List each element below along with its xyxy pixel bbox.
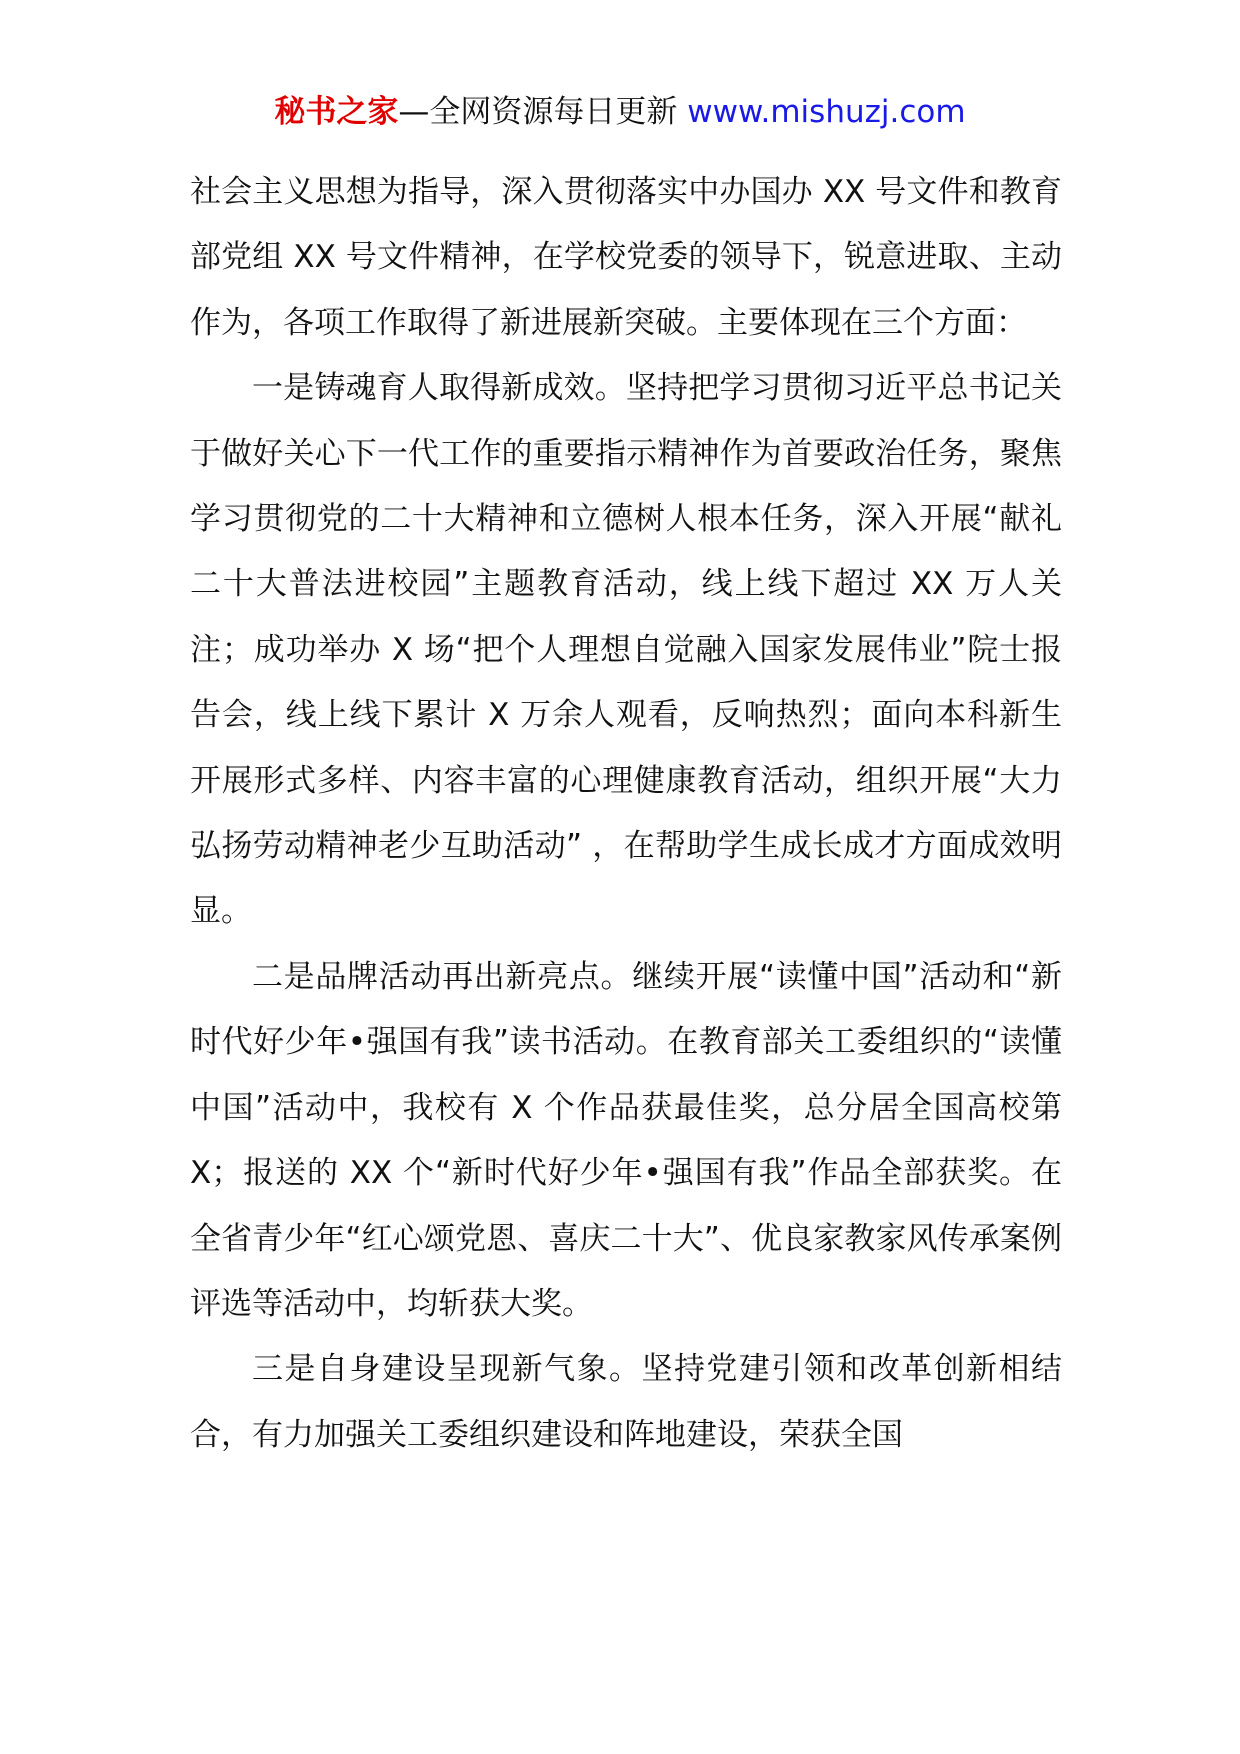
paragraph-point-three: 三是自身建设呈现新气象。坚持党建引领和改革创新相结合，有力加强关工委组织建设和阵地建设，荣获全国	[190, 1351, 1062, 1453]
site-brand: 秘书之家	[274, 94, 399, 130]
paragraph-continuation: 社会主义思想为指导，深入贯彻落实中办国办 XX 号文件和教育部党组 XX 号文件精神，在学校党委的领导下，锐意进取、主动作为，各项工作取得了新进展新突破。主要体现在三个方面：	[190, 174, 1062, 341]
paragraph-point-one: 一是铸魂育人取得新成效。坚持把学习贯彻习近平总书记关于做好关心下一代工作的重要指示精神作为首要政治任务，聚焦学习贯彻党的二十大精神和立德树人根本任务，深入开展“献礼二十大普法进校园”主题教育活动，线上线下超过 XX 万人关注；成功举办 X 场“把个人理想自觉融入国家发展伟业”院士报告会，线上线下累计 X 万余人观看，反响热烈；面向本科新生开展形式多样、内容丰富的心理健康教育活动，组织开展“大力弘扬劳动精神老少互助活动” ，在帮助学生成长成才方面成效明显。	[190, 370, 1062, 930]
paragraph-point-two: 二是品牌活动再出新亮点。继续开展“读懂中国”活动和“新时代好少年•强国有我”读书活动。在教育部关工委组织的“读懂中国”活动中，我校有 X 个作品获最佳奖，总分居全国高校第 X；报送的 XX 个“新时代好少年•强国有我”作品全部获奖。在全省青少年“红心颂党恩、喜庆二十大”、优良家教家风传承案例评选等活动中，均斩获大奖。	[190, 958, 1062, 1322]
site-url: www.mishuzj.com	[687, 94, 966, 130]
page-header	[0, 92, 1240, 132]
document-body	[190, 160, 1062, 1468]
site-tagline: —全网资源每日更新	[398, 94, 688, 130]
